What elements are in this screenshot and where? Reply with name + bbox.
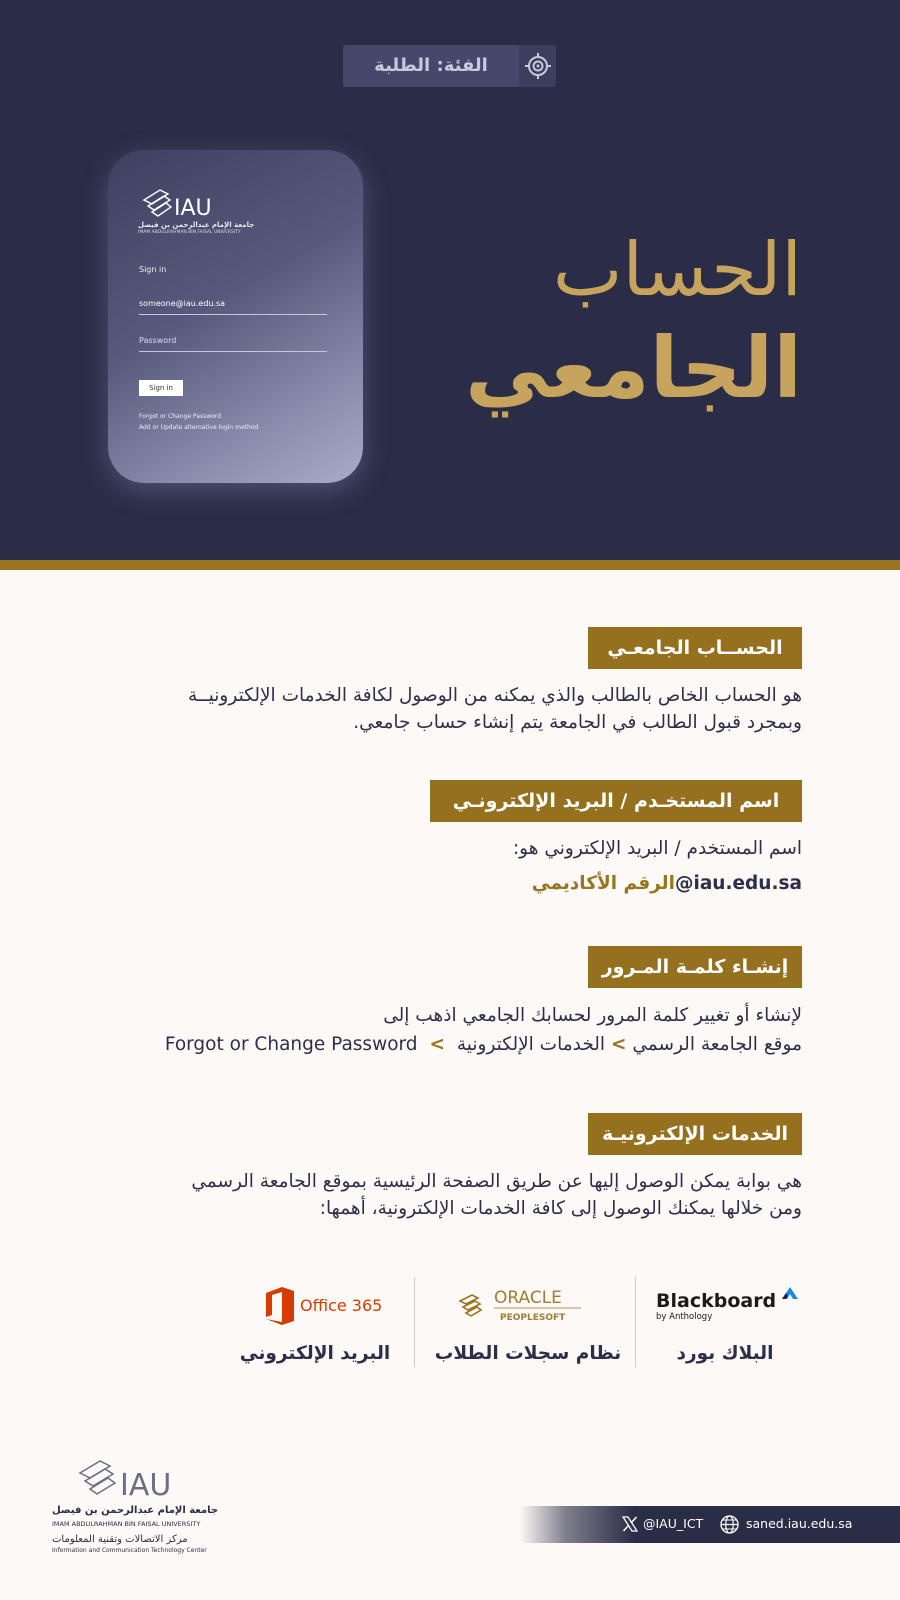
peoplesoft-logo-icon <box>458 1285 588 1325</box>
username-description <box>82 835 802 897</box>
service-separator-2 <box>414 1277 415 1367</box>
blackboard-logo-icon <box>655 1285 800 1321</box>
eservices-line2: ومن خلالها يمكنك الوصول إلى كافة الخدمات الإلكترونية، أهمها: <box>319 1198 802 1219</box>
username-email-format <box>82 870 802 897</box>
username-line1: اسم المستخدم / البريد الإلكتروني هو: <box>512 838 802 859</box>
office365-label: البريد الإلكتروني <box>239 1343 391 1364</box>
footer-center-arabic: مركز الاتصالات وتقنية المعلومات <box>52 1534 188 1545</box>
academic-number-text: الرقم الأكاديمي <box>531 873 675 894</box>
account-description <box>82 682 802 736</box>
username-heading: اسم المستخـدم / البريد الإلكترونـي <box>430 780 802 822</box>
gold-divider <box>0 560 900 570</box>
eservices-description <box>82 1168 802 1222</box>
iau-logo-icon <box>138 186 228 220</box>
hero-banner <box>0 0 900 560</box>
account-line2: وبمجرد قبول الطالب في الجامعة يتم إنشاء حساب جامعي. <box>353 712 802 733</box>
services-row <box>0 1275 900 1375</box>
card-email-underline <box>139 314 327 315</box>
eservices-text: الخدمات الإلكترونية <box>456 1034 606 1055</box>
footer-logo-english: IMAM ABDULRAHMAN BIN FAISAL UNIVERSITY <box>52 1520 201 1528</box>
password-line2 <box>82 1031 802 1058</box>
official-site-text: موقع الجامعة الرسمي <box>632 1034 802 1055</box>
blackboard-logo-text: Blackboard <box>656 1290 777 1312</box>
login-card-illustration <box>108 150 363 483</box>
service-separator-1 <box>635 1277 636 1367</box>
globe-icon <box>720 1515 739 1534</box>
card-alt-login-link: Add or Update alternative login method <box>139 424 259 431</box>
footer-iau-logo-icon <box>76 1455 186 1503</box>
account-line1: هو الحساب الخاص بالطالب والذي يمكنه من الوصول لكافة الخدمات الإلكترونيــة <box>187 685 802 706</box>
peoplesoft-logo-text: PEOPLESOFT <box>500 1313 566 1323</box>
hero-title-line1: الحساب <box>552 227 802 313</box>
blackboard-logo-sub: by Anthology <box>656 1312 713 1321</box>
email-domain: @iau.edu.sa <box>674 873 802 894</box>
password-line1: لإنشاء أو تغيير كلمة المرور لحسابك الجامعي اذهب إلى <box>383 1005 802 1026</box>
path-separator-1: > <box>610 1034 627 1055</box>
card-signin-button: Sign in <box>139 380 183 396</box>
category-badge <box>343 45 556 87</box>
target-icon <box>525 53 551 79</box>
card-forgot-link: Forgot or Change Password <box>139 413 221 420</box>
footer-logo-text: IAU <box>120 1468 172 1503</box>
target-icon-box <box>519 45 556 87</box>
card-password-underline <box>139 351 327 352</box>
oracle-logo-text: ORACLE <box>494 1288 562 1308</box>
peoplesoft-label: نظام سجلات الطلاب <box>434 1343 622 1364</box>
card-logo-arabic: جامعة الإمام عبدالرحمن بن فيصل <box>138 221 255 229</box>
category-label: الفئة: الطلبة <box>374 55 488 76</box>
website-link[interactable]: saned.iau.edu.sa <box>746 1516 853 1531</box>
card-email-field: someone@iau.edu.sa <box>139 299 226 308</box>
eservices-heading: الخدمات الإلكترونيـة <box>588 1113 802 1155</box>
card-password-field: Password <box>139 336 177 345</box>
forgot-password-text: Forgot or Change Password <box>164 1034 418 1055</box>
social-handle-link[interactable]: @IAU_ICT <box>643 1516 704 1531</box>
card-signin-title: Sign in <box>139 265 167 274</box>
office365-logo-text: Office 365 <box>300 1296 383 1315</box>
card-logo-text: IAU <box>174 196 212 220</box>
password-heading: إنشـاء كلمـة المـرور <box>588 946 802 988</box>
x-twitter-icon[interactable] <box>622 1516 638 1532</box>
path-separator-2: > <box>429 1034 445 1055</box>
password-description <box>82 1002 802 1058</box>
blackboard-label: البلاك بورد <box>676 1343 774 1364</box>
card-logo-english: IMAM ABDULRAHMAN BIN FAISAL UNIVERSITY <box>138 230 241 235</box>
footer-center-english: Information and Communication Technology Center <box>52 1547 207 1554</box>
office365-logo-icon <box>262 1285 392 1327</box>
footer-contact-bar <box>520 1506 900 1543</box>
footer-logo-arabic: جامعة الإمام عبدالرحمن بن فيصل <box>52 1505 219 1516</box>
account-heading: الحســاب الجامعـي <box>588 627 802 669</box>
eservices-line1: هي بوابة يمكن الوصول إليها عن طريق الصفحة الرئيسية بموقع الجامعة الرسمي <box>191 1171 802 1192</box>
hero-title-line2: الجامعي <box>465 319 802 417</box>
